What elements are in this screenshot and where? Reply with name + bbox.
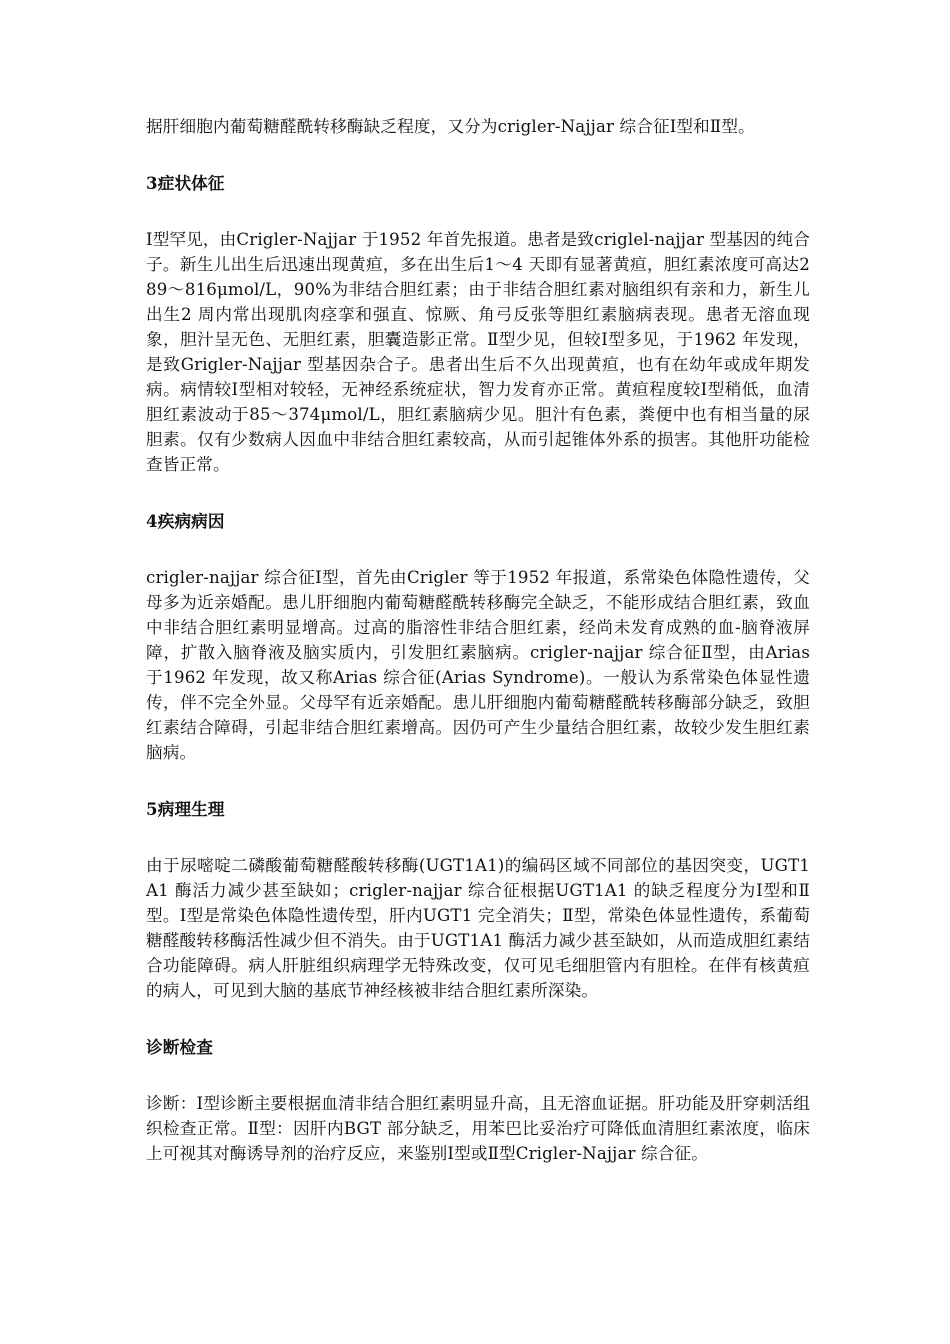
- section-body-symptoms: Ⅰ型罕见，由Crigler-Najjar 于1952 年首先报道。患者是致criglel-najjar 型基因的纯合子。新生儿出生后迅速出现黄疸，多在出生后1～4 天即有显著黄疸，胆红素浓度可高达289～816μmol/L，90%为非结合胆红素；由于非结合胆红素对脑组织有亲和力，新生儿出生2 周内常出现肌肉痉挛和强直、惊厥、角弓反张等胆红素脑病表现。患者无溶血现象，胆汁呈无色、无胆红素，胆囊造影正常。Ⅱ型少见，但较Ⅰ型多见，于1962 年发现，是致Grigler-Najjar 型基因杂合子。患者出生后不久出现黄疸，也有在幼年或成年期发病。病情较Ⅰ型相对较轻，无神经系统症状，智力发育亦正常。黄疸程度较Ⅰ型稍低，血清胆红素波动于85～374μmol/L，胆红素脑病少见。胆汁有色素，粪便中也有相当量的尿胆素。仅有少数病人因血中非结合胆红素较高，从而引起锥体外系的损害。其他肝功能检查皆正常。: [146, 230, 811, 474]
- section-heading-symptoms: 3症状体征: [146, 173, 225, 193]
- section-body-pathophysiology: 由于尿嘧啶二磷酸葡萄糖醛酸转移酶(UGT1A1)的编码区域不同部位的基因突变，UGT1A1 酶活力减少甚至缺如；crigler-najjar 综合征根据UGT1A1 的缺乏程度分为Ⅰ型和Ⅱ型。Ⅰ型是常染色体隐性遗传型，肝内UGT1 完全消失；Ⅱ型，常染色体显性遗传，系葡萄糖醛酸转移酶活性减少但不消失。由于UGT1A1 酶活力减少甚至缺如，从而造成胆红素结合功能障碍。病人肝脏组织病理学无特殊改变，仅可见毛细胆管内有胆栓。在伴有核黄疸的病人，可见到大脑的基底节神经核被非结合胆红素所深染。: [146, 856, 810, 1000]
- section-body-etiology: crigler-najjar 综合征Ⅰ型，首先由Crigler 等于1952 年报道，系常染色体隐性遗传，父母多为近亲婚配。患儿肝细胞内葡萄糖醛酰转移酶完全缺乏，不能形成结合胆红素，致血中非结合胆红素明显增高。过高的脂溶性非结合胆红素，经尚未发育成熟的血-脑脊液屏障，扩散入脑脊液及脑实质内，引发胆红素脑病。crigler-najjar 综合征Ⅱ型，由Arias 于1962 年发现，故又称Arias 综合征(Arias Syndrome)。一般认为系常染色体显性遗传，伴不完全外显。父母罕有近亲婚配。患儿肝细胞内葡萄糖醛酰转移酶部分缺乏，致胆红素结合障碍，引起非结合胆红素增高。因仍可产生少量结合胆红素，故较少发生胆红素脑病。: [146, 568, 810, 762]
- section-body-diagnosis: 诊断：Ⅰ型诊断主要根据血清非结合胆红素明显升高，且无溶血证据。肝功能及肝穿刺活组织检查正常。Ⅱ型：因肝内BGT 部分缺乏，用苯巴比妥治疗可降低血清胆红素浓度，临床上可视其对酶诱导剂的治疗反应，来鉴别Ⅰ型或Ⅱ型Crigler-Najjar 综合征。: [146, 1094, 810, 1163]
- document-page: [146, 114, 810, 1166]
- intro-paragraph: 据肝细胞内葡萄糖醛酰转移酶缺乏程度，又分为crigler-Najjar 综合征Ⅰ型和Ⅱ型。: [146, 117, 755, 136]
- section-heading-diagnosis: 诊断检查: [146, 1037, 213, 1057]
- section-heading-pathophysiology: 5病理生理: [146, 799, 225, 819]
- section-heading-etiology: 4疾病病因: [146, 511, 225, 531]
